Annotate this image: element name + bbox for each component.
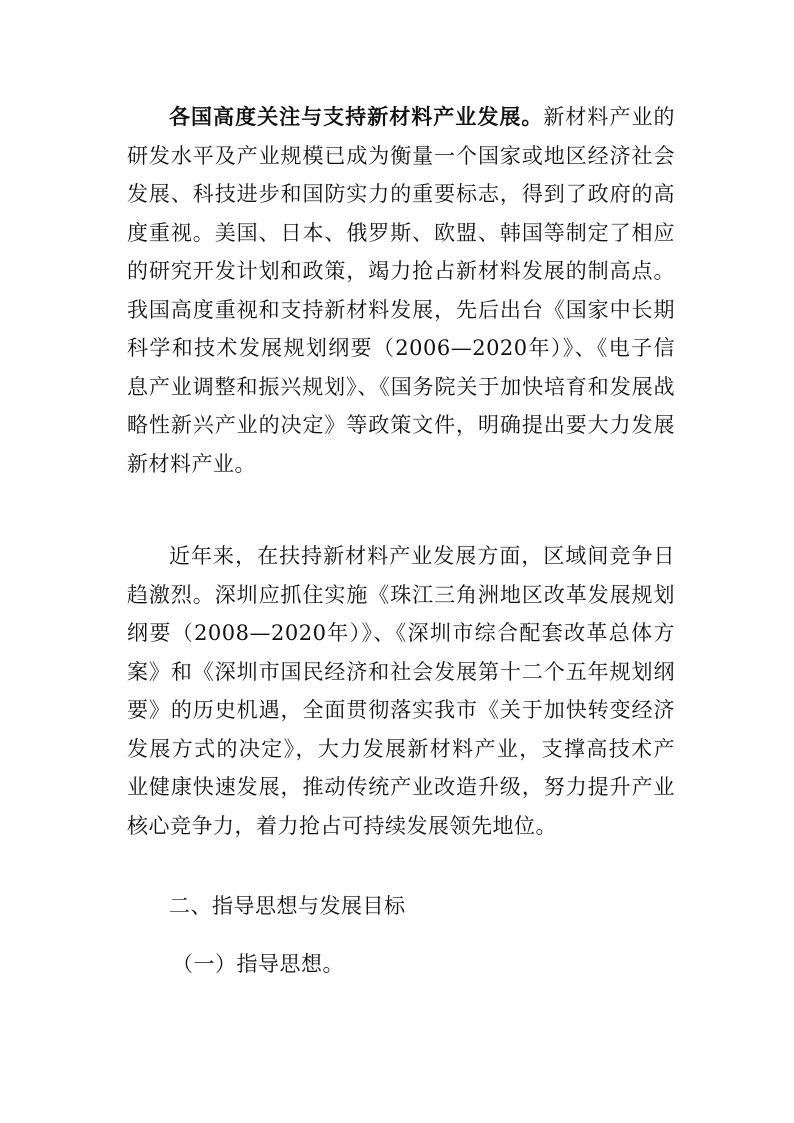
section-heading: 二、指导思想与发展目标	[169, 894, 406, 918]
subsection-heading: （一）指导思想。	[172, 952, 344, 976]
paragraph-regional-competition	[127, 537, 675, 845]
paragraph-lead-bold: 各国高度关注与支持新材料产业发展。	[169, 104, 544, 129]
paragraph-industry-attention	[127, 98, 675, 483]
paragraph-body-text: 近年来，在扶持新材料产业发展方面，区域间竞争日趋激烈。深圳应抓住实施《珠江三角洲地区改革发展规划纲要（2008—2020年）》、《深圳市综合配套改革总体方案》和《深圳市国民经济和社会发展第十二个五年规划纲要》的历史机遇，全面贯彻落实我市《关于加快转变经济发展方式的决定》，大力发展新材料产业，支撑高技术产业健康快速发展，推动传统产业改造升级，努力提升产业核心竞争力，着力抢占可持续发展领先地位。	[127, 544, 675, 838]
paragraph-body-text: 新材料产业的研发水平及产业规模已成为衡量一个国家或地区经济社会发展、科技进步和国防实力的重要标志，得到了政府的高度重视。美国、日本、俄罗斯、欧盟、韩国等制定了相应的研究开发计划和政策，竭力抢占新材料发展的制高点。我国高度重视和支持新材料发展，先后出台《国家中长期科学和技术发展规划纲要（2006—2020年）》、《电子信息产业调整和振兴规划》、《国务院关于加快培育和发展战略性新兴产业的决定》等政策文件，明确提出要大力发展新材料产业。	[127, 105, 676, 476]
